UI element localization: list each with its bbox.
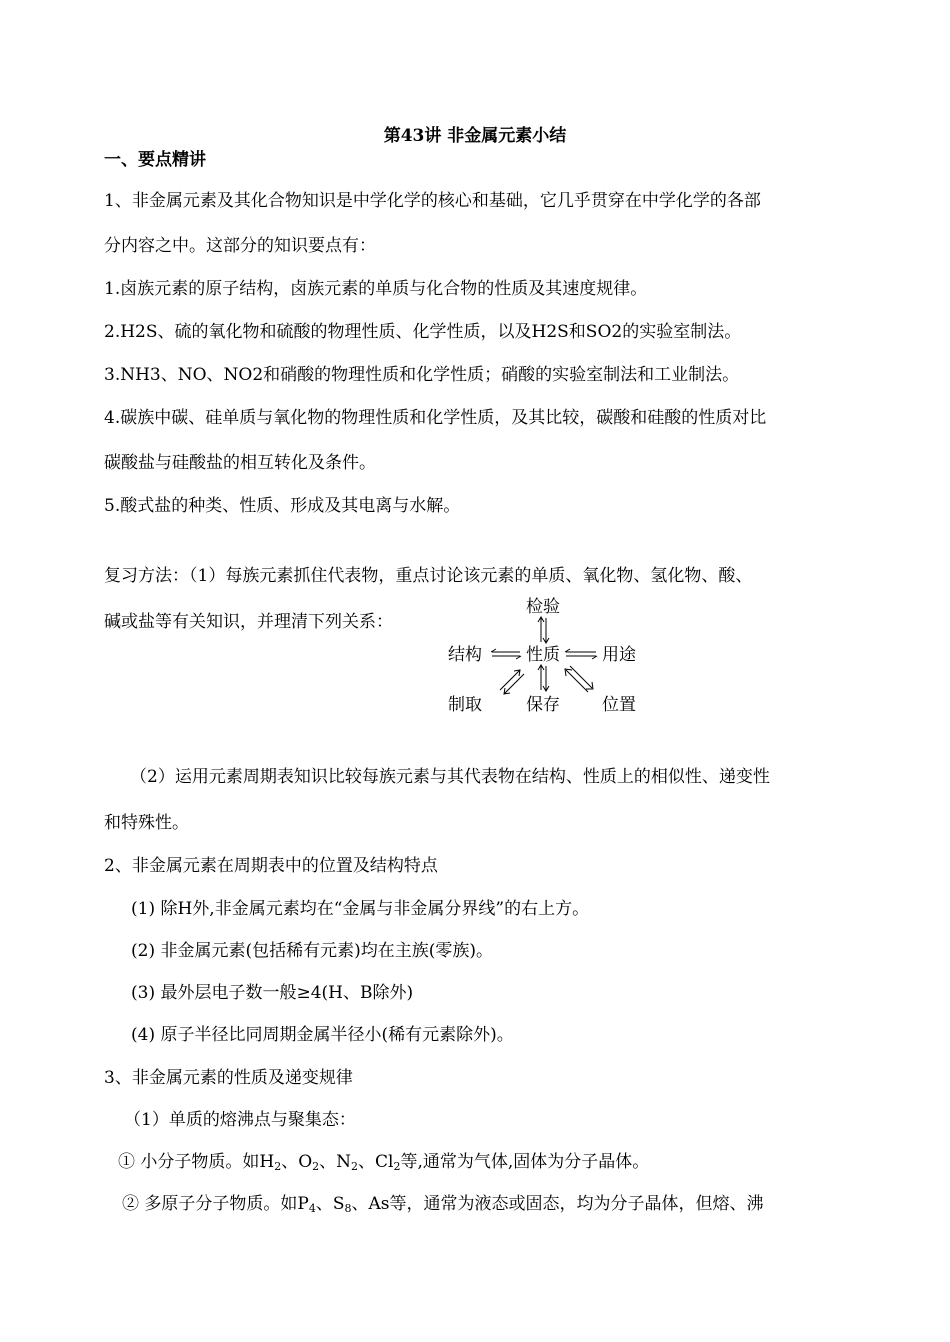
- method2-line: （2）运用元素周期表知识比较每族元素与其代表物在结构、性质上的相似性、递变性: [130, 767, 770, 787]
- list-item: 2.H2S、硫的氧化物和硫酸的物理性质、化学性质，以及H2S和SO2的实验室制法。: [104, 322, 742, 342]
- paragraph-line: 分内容之中。这部分的知识要点有：: [104, 236, 376, 256]
- subscript: 2: [393, 1160, 401, 1173]
- subscript: 4: [308, 1202, 316, 1215]
- list-item: 4.碳族中碳、硅单质与氧化物的物理性质和化学性质，及其比较，碳酸和硅酸的性质对比: [104, 408, 767, 428]
- item-text: 等,通常为气体,固体为分子晶体。: [400, 1152, 650, 1172]
- separator: 、: [358, 1152, 376, 1172]
- method-line: 碱或盐等有关知识，并理清下列关系：: [104, 612, 393, 632]
- list-item: 碳酸盐与硅酸盐的相互转化及条件。: [104, 453, 376, 473]
- formula: N: [336, 1152, 352, 1172]
- diagram-bottom-left-label: 制取: [448, 695, 482, 715]
- separator: 、: [319, 1152, 337, 1172]
- list-item: 1.卤族元素的原子结构，卤族元素的单质与化合物的性质及其速度规律。: [104, 279, 648, 299]
- list-item: (3) 最外层电子数一般≥4(H、B除外): [131, 983, 414, 1003]
- diagram-bottom-label: 保存: [526, 695, 560, 715]
- list-item: [118, 1151, 649, 1173]
- section3-heading: 3、非金属元素的性质及递变规律: [104, 1068, 353, 1088]
- formula: H: [259, 1152, 275, 1172]
- page-title: 第43讲 非金属元素小结: [383, 126, 567, 146]
- separator: 、: [351, 1194, 369, 1214]
- formula: O: [298, 1152, 313, 1172]
- item-text: ② 多原子分子物质。如: [122, 1194, 298, 1214]
- list-item: (1) 除H外,非金属元素均在“金属与非金属分界线”的右上方。: [131, 899, 590, 919]
- subscript: 2: [274, 1160, 282, 1173]
- method2-line: 和特殊性。: [104, 813, 189, 833]
- item-text: ① 小分子物质。如: [118, 1152, 260, 1172]
- formula: S: [332, 1194, 345, 1214]
- list-item: (2) 非金属元素(包括稀有元素)均在主族(零族)。: [131, 941, 494, 961]
- subheading: （1）单质的熔沸点与聚集态：: [124, 1110, 356, 1130]
- separator: 、: [281, 1152, 299, 1172]
- list-item: 3.NH3、NO、NO2和硝酸的物理性质和化学性质；硝酸的实验室制法和工业制法。: [104, 365, 740, 385]
- list-item: (4) 原子半径比同周期金属半径小(稀有元素除外)。: [131, 1025, 514, 1045]
- paragraph-line: 1、非金属元素及其化合物知识是中学化学的核心和基础，它几乎贯穿在中学化学的各部: [104, 191, 761, 211]
- relationship-diagram: [440, 590, 650, 720]
- diagram-bottom-right-label: 位置: [602, 695, 636, 715]
- subscript: 2: [312, 1160, 320, 1173]
- diagram-right-label: 用途: [602, 645, 636, 665]
- diagram-center-label: 性质: [526, 645, 560, 665]
- subscript: 2: [351, 1160, 359, 1173]
- item-text: As等，通常为液态或固态，均为分子晶体，但熔、沸: [368, 1194, 764, 1214]
- subscript: 8: [344, 1202, 352, 1215]
- list-item: 5.酸式盐的种类、性质、形成及其电离与水解。: [104, 496, 461, 516]
- separator: 、: [315, 1194, 333, 1214]
- method-line: 复习方法：（1）每族元素抓住代表物，重点讨论该元素的单质、氧化物、氢化物、酸、: [104, 566, 753, 586]
- list-item: [122, 1193, 764, 1215]
- section2-heading: 2、非金属元素在周期表中的位置及结构特点: [104, 856, 438, 876]
- diagram-left-label: 结构: [448, 645, 482, 665]
- section1-heading: 一、要点精讲: [104, 150, 206, 170]
- formula: Cl: [375, 1152, 394, 1172]
- diagram-top-label: 检验: [526, 597, 560, 617]
- formula: P: [297, 1194, 309, 1214]
